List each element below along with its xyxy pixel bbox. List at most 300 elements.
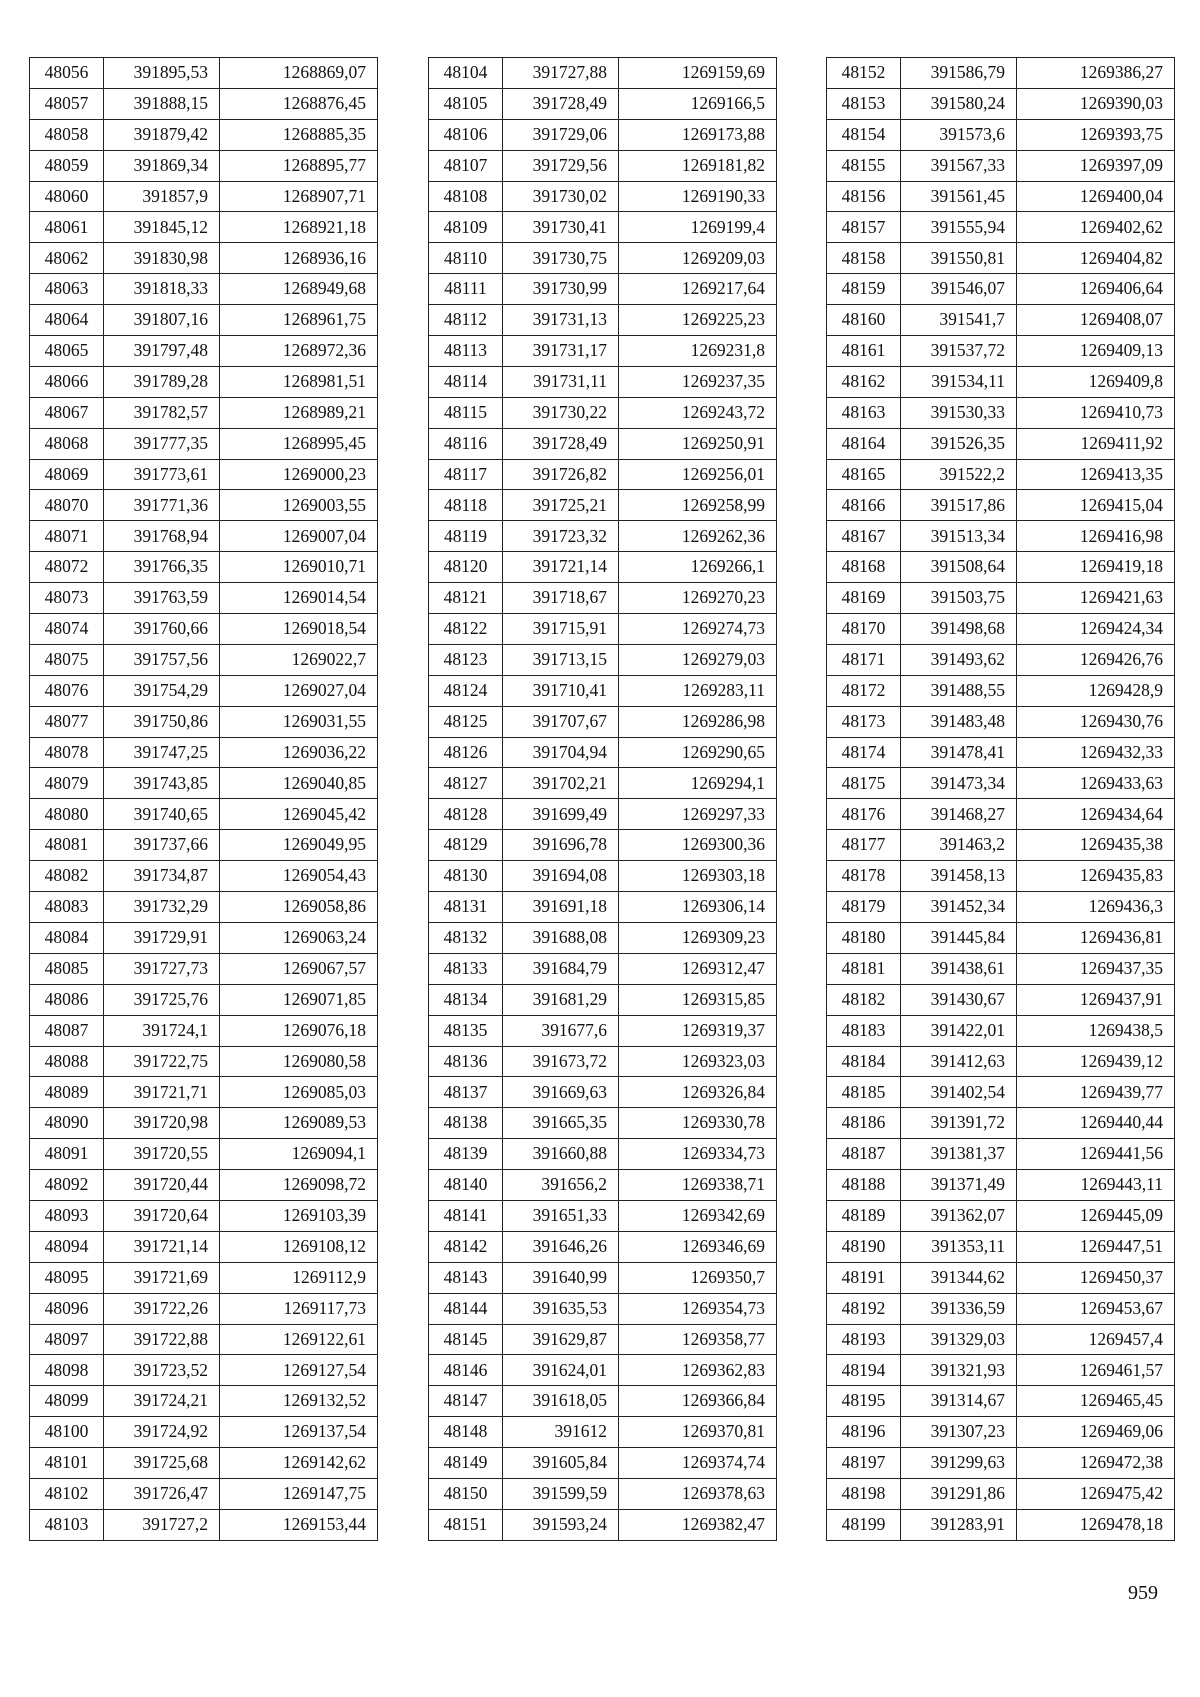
table-row	[30, 490, 378, 521]
table-row	[429, 1262, 777, 1293]
y-coordinate-cell: 1269094,1	[220, 1139, 378, 1170]
table-row	[30, 768, 378, 799]
point-number-cell: 48115	[429, 397, 503, 428]
point-number-cell: 48177	[827, 830, 901, 861]
x-coordinate-cell: 391673,72	[503, 1046, 619, 1077]
x-coordinate-cell: 391599,59	[503, 1478, 619, 1509]
table-row	[827, 88, 1175, 119]
y-coordinate-cell: 1269438,5	[1017, 1015, 1175, 1046]
y-coordinate-cell: 1269436,3	[1017, 892, 1175, 923]
x-coordinate-cell: 391724,21	[104, 1386, 220, 1417]
x-coordinate-cell: 391771,36	[104, 490, 220, 521]
y-coordinate-cell: 1269117,73	[220, 1293, 378, 1324]
coordinates-table-body	[827, 58, 1175, 1541]
point-number-cell: 48104	[429, 58, 503, 89]
y-coordinate-cell: 1269010,71	[220, 552, 378, 583]
x-coordinate-cell: 391593,24	[503, 1509, 619, 1540]
x-coordinate-cell: 391869,34	[104, 150, 220, 181]
y-coordinate-cell: 1269374,74	[619, 1448, 777, 1479]
y-coordinate-cell: 1269294,1	[619, 768, 777, 799]
y-coordinate-cell: 1269297,33	[619, 799, 777, 830]
coordinates-table-2	[428, 57, 777, 1541]
point-number-cell: 48178	[827, 861, 901, 892]
table-row	[429, 119, 777, 150]
point-number-cell: 48161	[827, 336, 901, 367]
point-number-cell: 48136	[429, 1046, 503, 1077]
y-coordinate-cell: 1269382,47	[619, 1509, 777, 1540]
x-coordinate-cell: 391720,55	[104, 1139, 220, 1170]
x-coordinate-cell: 391580,24	[901, 88, 1017, 119]
table-row	[429, 305, 777, 336]
point-number-cell: 48075	[30, 644, 104, 675]
y-coordinate-cell: 1269437,35	[1017, 953, 1175, 984]
point-number-cell: 48124	[429, 675, 503, 706]
x-coordinate-cell: 391710,41	[503, 675, 619, 706]
point-number-cell: 48078	[30, 737, 104, 768]
y-coordinate-cell: 1269122,61	[220, 1324, 378, 1355]
table-row	[827, 768, 1175, 799]
x-coordinate-cell: 391438,61	[901, 953, 1017, 984]
x-coordinate-cell: 391430,67	[901, 984, 1017, 1015]
x-coordinate-cell: 391635,53	[503, 1293, 619, 1324]
table-row	[30, 58, 378, 89]
x-coordinate-cell: 391734,87	[104, 861, 220, 892]
table-row	[827, 305, 1175, 336]
table-row	[30, 1448, 378, 1479]
x-coordinate-cell: 391336,59	[901, 1293, 1017, 1324]
x-coordinate-cell: 391726,82	[503, 459, 619, 490]
y-coordinate-cell: 1269434,64	[1017, 799, 1175, 830]
table-row	[827, 1293, 1175, 1324]
table-row	[429, 1170, 777, 1201]
y-coordinate-cell: 1269031,55	[220, 706, 378, 737]
y-coordinate-cell: 1269315,85	[619, 984, 777, 1015]
y-coordinate-cell: 1269199,4	[619, 212, 777, 243]
y-coordinate-cell: 1269415,04	[1017, 490, 1175, 521]
x-coordinate-cell: 391730,99	[503, 274, 619, 305]
y-coordinate-cell: 1269027,04	[220, 675, 378, 706]
table-row	[30, 1108, 378, 1139]
y-coordinate-cell: 1269370,81	[619, 1417, 777, 1448]
table-row	[429, 1386, 777, 1417]
point-number-cell: 48058	[30, 119, 104, 150]
y-coordinate-cell: 1269147,75	[220, 1478, 378, 1509]
x-coordinate-cell: 391721,69	[104, 1262, 220, 1293]
point-number-cell: 48102	[30, 1478, 104, 1509]
y-coordinate-cell: 1268972,36	[220, 336, 378, 367]
table-row	[429, 953, 777, 984]
y-coordinate-cell: 1269408,07	[1017, 305, 1175, 336]
table-row	[827, 583, 1175, 614]
point-number-cell: 48175	[827, 768, 901, 799]
y-coordinate-cell: 1269014,54	[220, 583, 378, 614]
table-row	[429, 58, 777, 89]
x-coordinate-cell: 391534,11	[901, 366, 1017, 397]
point-number-cell: 48163	[827, 397, 901, 428]
point-number-cell: 48095	[30, 1262, 104, 1293]
point-number-cell: 48114	[429, 366, 503, 397]
table-row	[429, 1046, 777, 1077]
point-number-cell: 48128	[429, 799, 503, 830]
x-coordinate-cell: 391660,88	[503, 1139, 619, 1170]
x-coordinate-cell: 391498,68	[901, 614, 1017, 645]
table-row	[827, 274, 1175, 305]
y-coordinate-cell: 1269437,91	[1017, 984, 1175, 1015]
point-number-cell: 48056	[30, 58, 104, 89]
y-coordinate-cell: 1269036,22	[220, 737, 378, 768]
y-coordinate-cell: 1269112,9	[220, 1262, 378, 1293]
y-coordinate-cell: 1269127,54	[220, 1355, 378, 1386]
point-number-cell: 48146	[429, 1355, 503, 1386]
table-row	[429, 1324, 777, 1355]
table-row	[30, 366, 378, 397]
table-row	[827, 1509, 1175, 1540]
point-number-cell: 48133	[429, 953, 503, 984]
x-coordinate-cell: 391522,2	[901, 459, 1017, 490]
point-number-cell: 48174	[827, 737, 901, 768]
table-row	[429, 861, 777, 892]
table-row	[827, 1417, 1175, 1448]
point-number-cell: 48159	[827, 274, 901, 305]
y-coordinate-cell: 1269306,14	[619, 892, 777, 923]
x-coordinate-cell: 391362,07	[901, 1200, 1017, 1231]
x-coordinate-cell: 391391,72	[901, 1108, 1017, 1139]
y-coordinate-cell: 1269441,56	[1017, 1139, 1175, 1170]
y-coordinate-cell: 1269209,03	[619, 243, 777, 274]
table-row	[827, 892, 1175, 923]
table-row	[827, 1478, 1175, 1509]
y-coordinate-cell: 1269428,9	[1017, 675, 1175, 706]
coordinates-table-body	[429, 58, 777, 1541]
x-coordinate-cell: 391699,49	[503, 799, 619, 830]
y-coordinate-cell: 1269022,7	[220, 644, 378, 675]
x-coordinate-cell: 391740,65	[104, 799, 220, 830]
point-number-cell: 48092	[30, 1170, 104, 1201]
point-number-cell: 48122	[429, 614, 503, 645]
point-number-cell: 48093	[30, 1200, 104, 1231]
point-number-cell: 48179	[827, 892, 901, 923]
table-row	[30, 1355, 378, 1386]
y-coordinate-cell: 1269409,13	[1017, 336, 1175, 367]
table-row	[429, 1448, 777, 1479]
y-coordinate-cell: 1269465,45	[1017, 1386, 1175, 1417]
table-row	[30, 1077, 378, 1108]
point-number-cell: 48154	[827, 119, 901, 150]
y-coordinate-cell: 1269424,34	[1017, 614, 1175, 645]
point-number-cell: 48126	[429, 737, 503, 768]
table-row	[30, 336, 378, 367]
table-row	[827, 336, 1175, 367]
point-number-cell: 48153	[827, 88, 901, 119]
point-number-cell: 48109	[429, 212, 503, 243]
y-coordinate-cell: 1269362,83	[619, 1355, 777, 1386]
y-coordinate-cell: 1269270,23	[619, 583, 777, 614]
x-coordinate-cell: 391646,26	[503, 1231, 619, 1262]
x-coordinate-cell: 391618,05	[503, 1386, 619, 1417]
point-number-cell: 48166	[827, 490, 901, 521]
x-coordinate-cell: 391694,08	[503, 861, 619, 892]
y-coordinate-cell: 1269436,81	[1017, 922, 1175, 953]
point-number-cell: 48068	[30, 428, 104, 459]
y-coordinate-cell: 1269421,63	[1017, 583, 1175, 614]
point-number-cell: 48089	[30, 1077, 104, 1108]
point-number-cell: 48193	[827, 1324, 901, 1355]
table-row	[30, 1139, 378, 1170]
x-coordinate-cell: 391731,17	[503, 336, 619, 367]
y-coordinate-cell: 1269054,43	[220, 861, 378, 892]
y-coordinate-cell: 1269439,77	[1017, 1077, 1175, 1108]
x-coordinate-cell: 391715,91	[503, 614, 619, 645]
x-coordinate-cell: 391707,67	[503, 706, 619, 737]
point-number-cell: 48130	[429, 861, 503, 892]
y-coordinate-cell: 1269354,73	[619, 1293, 777, 1324]
x-coordinate-cell: 391760,66	[104, 614, 220, 645]
x-coordinate-cell: 391291,86	[901, 1478, 1017, 1509]
y-coordinate-cell: 1269137,54	[220, 1417, 378, 1448]
point-number-cell: 48123	[429, 644, 503, 675]
table-row	[30, 675, 378, 706]
y-coordinate-cell: 1269326,84	[619, 1077, 777, 1108]
point-number-cell: 48101	[30, 1448, 104, 1479]
table-row	[827, 1386, 1175, 1417]
y-coordinate-cell: 1269411,92	[1017, 428, 1175, 459]
point-number-cell: 48094	[30, 1231, 104, 1262]
table-row	[827, 1355, 1175, 1386]
x-coordinate-cell: 391704,94	[503, 737, 619, 768]
point-number-cell: 48064	[30, 305, 104, 336]
point-number-cell: 48099	[30, 1386, 104, 1417]
point-number-cell: 48076	[30, 675, 104, 706]
table-row	[30, 88, 378, 119]
y-coordinate-cell: 1268895,77	[220, 150, 378, 181]
table-row	[30, 706, 378, 737]
y-coordinate-cell: 1269393,75	[1017, 119, 1175, 150]
table-row	[429, 397, 777, 428]
point-number-cell: 48096	[30, 1293, 104, 1324]
x-coordinate-cell: 391713,15	[503, 644, 619, 675]
x-coordinate-cell: 391656,2	[503, 1170, 619, 1201]
x-coordinate-cell: 391857,9	[104, 181, 220, 212]
y-coordinate-cell: 1269290,65	[619, 737, 777, 768]
x-coordinate-cell: 391314,67	[901, 1386, 1017, 1417]
point-number-cell: 48119	[429, 521, 503, 552]
y-coordinate-cell: 1269472,38	[1017, 1448, 1175, 1479]
table-row	[827, 644, 1175, 675]
table-row	[429, 737, 777, 768]
point-number-cell: 48082	[30, 861, 104, 892]
y-coordinate-cell: 1269173,88	[619, 119, 777, 150]
x-coordinate-cell: 391677,6	[503, 1015, 619, 1046]
table-row	[429, 675, 777, 706]
x-coordinate-cell: 391727,73	[104, 953, 220, 984]
point-number-cell: 48144	[429, 1293, 503, 1324]
y-coordinate-cell: 1268921,18	[220, 212, 378, 243]
point-number-cell: 48185	[827, 1077, 901, 1108]
y-coordinate-cell: 1269312,47	[619, 953, 777, 984]
table-row	[30, 737, 378, 768]
x-coordinate-cell: 391730,75	[503, 243, 619, 274]
table-row	[30, 953, 378, 984]
point-number-cell: 48197	[827, 1448, 901, 1479]
point-number-cell: 48198	[827, 1478, 901, 1509]
x-coordinate-cell: 391725,21	[503, 490, 619, 521]
table-row	[827, 1262, 1175, 1293]
table-row	[827, 119, 1175, 150]
point-number-cell: 48150	[429, 1478, 503, 1509]
x-coordinate-cell: 391782,57	[104, 397, 220, 428]
table-row	[429, 1139, 777, 1170]
point-number-cell: 48143	[429, 1262, 503, 1293]
point-number-cell: 48067	[30, 397, 104, 428]
x-coordinate-cell: 391458,13	[901, 861, 1017, 892]
y-coordinate-cell: 1269346,69	[619, 1231, 777, 1262]
coordinates-table-3	[826, 57, 1175, 1541]
y-coordinate-cell: 1269283,11	[619, 675, 777, 706]
y-coordinate-cell: 1269142,62	[220, 1448, 378, 1479]
point-number-cell: 48061	[30, 212, 104, 243]
x-coordinate-cell: 391402,54	[901, 1077, 1017, 1108]
point-number-cell: 48090	[30, 1108, 104, 1139]
x-coordinate-cell: 391732,29	[104, 892, 220, 923]
y-coordinate-cell: 1269071,85	[220, 984, 378, 1015]
point-number-cell: 48083	[30, 892, 104, 923]
point-number-cell: 48097	[30, 1324, 104, 1355]
point-number-cell: 48184	[827, 1046, 901, 1077]
point-number-cell: 48148	[429, 1417, 503, 1448]
table-row	[827, 799, 1175, 830]
table-row	[827, 1108, 1175, 1139]
x-coordinate-cell: 391422,01	[901, 1015, 1017, 1046]
x-coordinate-cell: 391483,48	[901, 706, 1017, 737]
x-coordinate-cell: 391725,76	[104, 984, 220, 1015]
point-number-cell: 48169	[827, 583, 901, 614]
point-number-cell: 48156	[827, 181, 901, 212]
point-number-cell: 48108	[429, 181, 503, 212]
point-number-cell: 48176	[827, 799, 901, 830]
y-coordinate-cell: 1269181,82	[619, 150, 777, 181]
table-row	[429, 212, 777, 243]
table-row	[429, 1015, 777, 1046]
y-coordinate-cell: 1269439,12	[1017, 1046, 1175, 1077]
table-row	[30, 521, 378, 552]
x-coordinate-cell: 391702,21	[503, 768, 619, 799]
y-coordinate-cell: 1269416,98	[1017, 521, 1175, 552]
y-coordinate-cell: 1269076,18	[220, 1015, 378, 1046]
table-row	[30, 644, 378, 675]
point-number-cell: 48121	[429, 583, 503, 614]
x-coordinate-cell: 391721,14	[104, 1231, 220, 1262]
x-coordinate-cell: 391723,52	[104, 1355, 220, 1386]
table-row	[429, 892, 777, 923]
x-coordinate-cell: 391468,27	[901, 799, 1017, 830]
y-coordinate-cell: 1269435,38	[1017, 830, 1175, 861]
x-coordinate-cell: 391452,34	[901, 892, 1017, 923]
point-number-cell: 48118	[429, 490, 503, 521]
table-row	[30, 428, 378, 459]
x-coordinate-cell: 391508,64	[901, 552, 1017, 583]
x-coordinate-cell: 391830,98	[104, 243, 220, 274]
x-coordinate-cell: 391567,33	[901, 150, 1017, 181]
point-number-cell: 48157	[827, 212, 901, 243]
table-row	[30, 1386, 378, 1417]
table-row	[429, 644, 777, 675]
x-coordinate-cell: 391612	[503, 1417, 619, 1448]
point-number-cell: 48145	[429, 1324, 503, 1355]
point-number-cell: 48085	[30, 953, 104, 984]
y-coordinate-cell: 1269342,69	[619, 1200, 777, 1231]
x-coordinate-cell: 391473,34	[901, 768, 1017, 799]
table-row	[429, 88, 777, 119]
x-coordinate-cell: 391747,25	[104, 737, 220, 768]
y-coordinate-cell: 1269309,23	[619, 922, 777, 953]
point-number-cell: 48063	[30, 274, 104, 305]
y-coordinate-cell: 1269256,01	[619, 459, 777, 490]
y-coordinate-cell: 1269390,03	[1017, 88, 1175, 119]
table-row	[827, 1077, 1175, 1108]
x-coordinate-cell: 391721,71	[104, 1077, 220, 1108]
page-number: 959	[1128, 1582, 1158, 1604]
y-coordinate-cell: 1269453,67	[1017, 1293, 1175, 1324]
point-number-cell: 48117	[429, 459, 503, 490]
table-row	[827, 1046, 1175, 1077]
table-row	[30, 212, 378, 243]
x-coordinate-cell: 391773,61	[104, 459, 220, 490]
table-row	[827, 830, 1175, 861]
point-number-cell: 48080	[30, 799, 104, 830]
point-number-cell: 48127	[429, 768, 503, 799]
table-row	[429, 1231, 777, 1262]
x-coordinate-cell: 391729,06	[503, 119, 619, 150]
table-row	[30, 1293, 378, 1324]
x-coordinate-cell: 391381,37	[901, 1139, 1017, 1170]
y-coordinate-cell: 1269478,18	[1017, 1509, 1175, 1540]
y-coordinate-cell: 1268885,35	[220, 119, 378, 150]
x-coordinate-cell: 391766,35	[104, 552, 220, 583]
y-coordinate-cell: 1269319,37	[619, 1015, 777, 1046]
point-number-cell: 48103	[30, 1509, 104, 1540]
x-coordinate-cell: 391493,62	[901, 644, 1017, 675]
y-coordinate-cell: 1269045,42	[220, 799, 378, 830]
point-number-cell: 48129	[429, 830, 503, 861]
table-row	[827, 212, 1175, 243]
point-number-cell: 48088	[30, 1046, 104, 1077]
table-row	[827, 1015, 1175, 1046]
point-number-cell: 48164	[827, 428, 901, 459]
table-row	[429, 922, 777, 953]
point-number-cell: 48189	[827, 1200, 901, 1231]
x-coordinate-cell: 391624,01	[503, 1355, 619, 1386]
x-coordinate-cell: 391888,15	[104, 88, 220, 119]
y-coordinate-cell: 1269400,04	[1017, 181, 1175, 212]
point-number-cell: 48155	[827, 150, 901, 181]
x-coordinate-cell: 391722,88	[104, 1324, 220, 1355]
point-number-cell: 48160	[827, 305, 901, 336]
point-number-cell: 48149	[429, 1448, 503, 1479]
table-row	[30, 614, 378, 645]
y-coordinate-cell: 1268961,75	[220, 305, 378, 336]
point-number-cell: 48098	[30, 1355, 104, 1386]
x-coordinate-cell: 391727,88	[503, 58, 619, 89]
point-number-cell: 48141	[429, 1200, 503, 1231]
y-coordinate-cell: 1269250,91	[619, 428, 777, 459]
point-number-cell: 48186	[827, 1108, 901, 1139]
y-coordinate-cell: 1269378,63	[619, 1478, 777, 1509]
x-coordinate-cell: 391730,02	[503, 181, 619, 212]
table-row	[30, 1046, 378, 1077]
table-row	[30, 181, 378, 212]
y-coordinate-cell: 1269217,64	[619, 274, 777, 305]
table-row	[429, 181, 777, 212]
